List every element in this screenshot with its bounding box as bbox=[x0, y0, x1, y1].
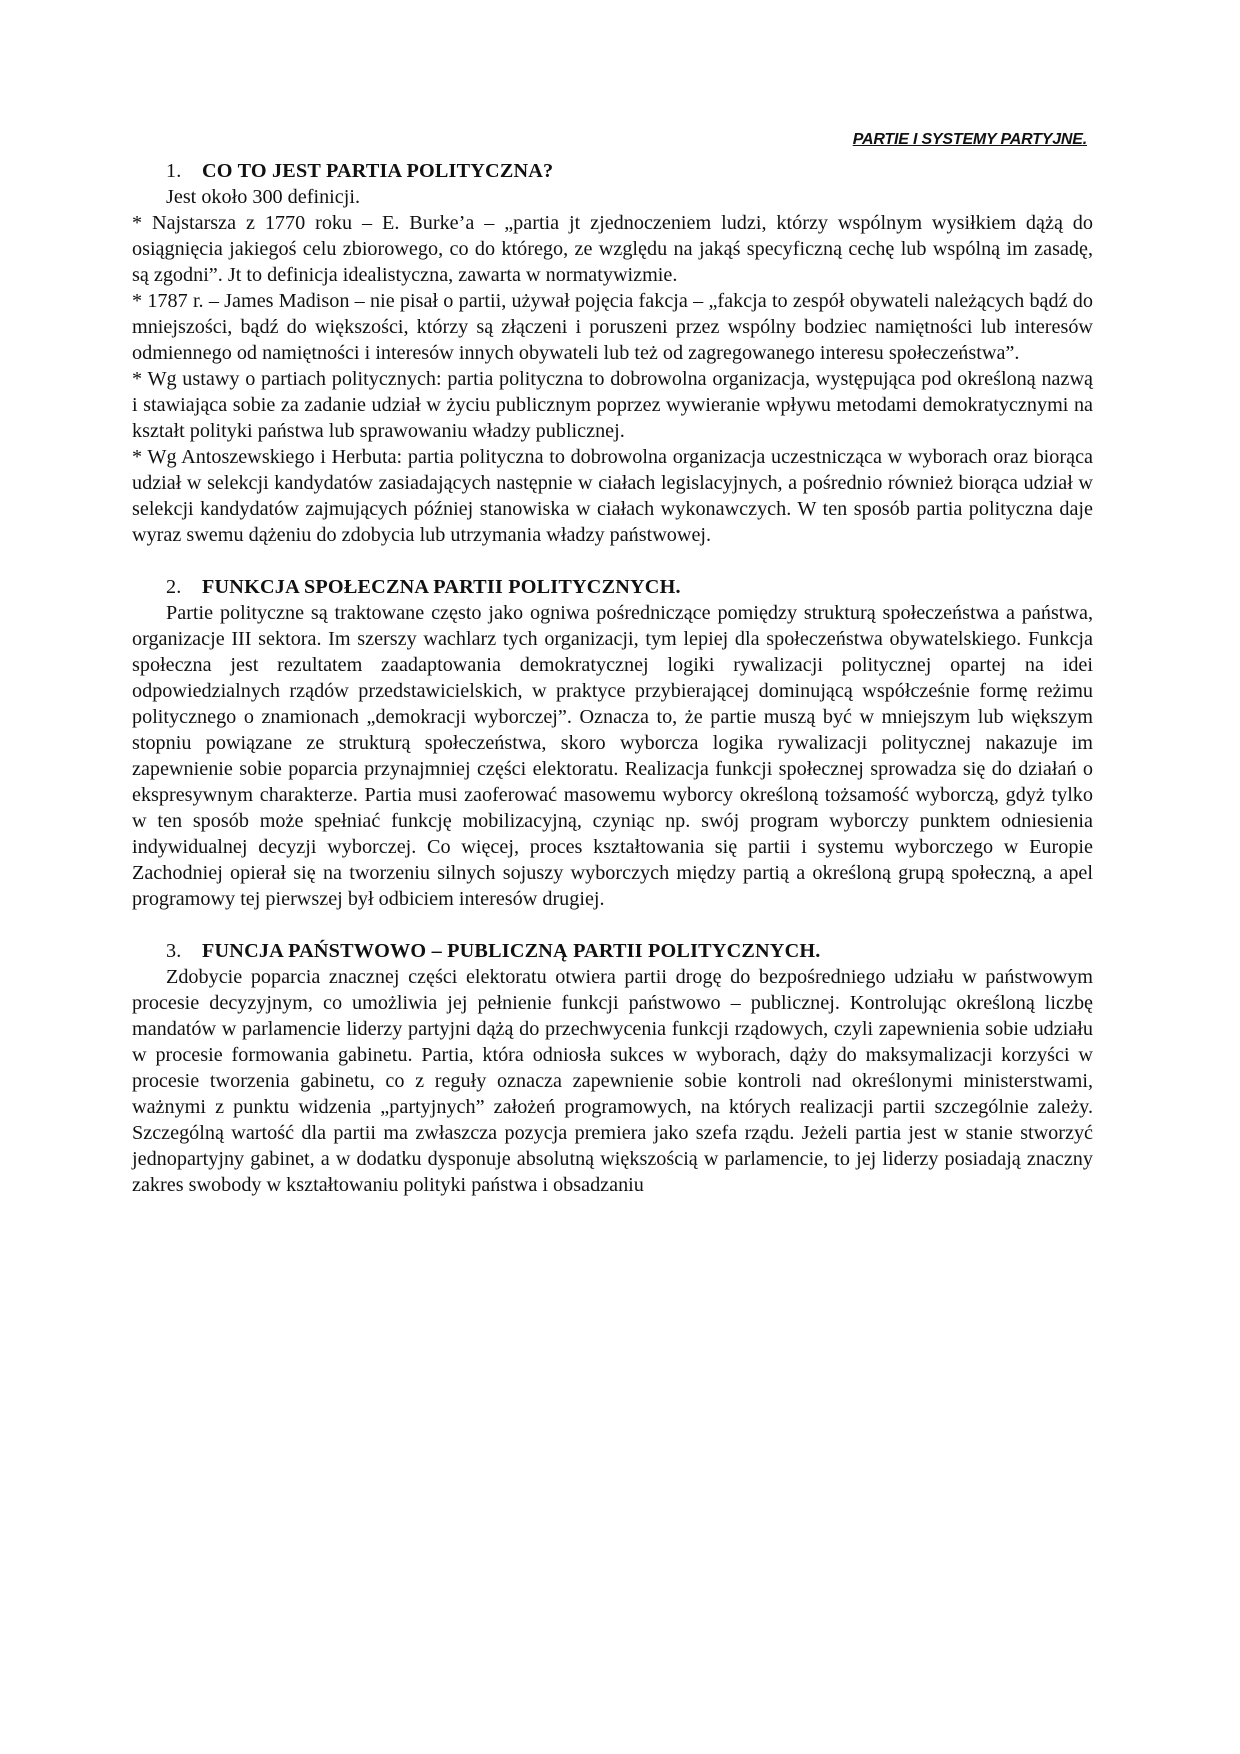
section-heading bbox=[148, 158, 1093, 184]
section-2 bbox=[132, 574, 1093, 912]
document-body bbox=[132, 158, 1093, 1198]
section-title: FUNKCJA SPOŁECZNA PARTII POLITYCZNYCH. bbox=[202, 576, 681, 598]
section-1 bbox=[132, 158, 1093, 548]
paragraph: * Najstarsza z 1770 roku – E. Burke’a – „partia jt zjednoczeniem ludzi, którzy wspólnym wysiłkiem dążą do osiągnięcia jakiegoś celu zbiorowego, co do którego, ze względu na jakąś specyficzną cechę lub wspólną im zasadę, są zgodni”. Jt to definicja idealistyczna, zawarta w normatywizmie. bbox=[132, 212, 1093, 286]
paragraph: * Wg Antoszewskiego i Herbuta: partia polityczna to dobrowolna organizacja uczestnicząca w wyborach oraz biorąca udział w selekcji kandydatów zasiadających następnie w ciałach legislacyjnych, a pośrednio również biorąca udział w selekcji kandydatów zajmujących później stanowiska w ciałach wykonawczych. W ten sposób partia polityczna daje wyraz swemu dążeniu do zdobycia lub utrzymania władzy państwowej. bbox=[132, 446, 1093, 546]
paragraph: * 1787 r. – James Madison – nie pisał o partii, używał pojęcia fakcja – „fakcja to zespół obywateli należących bądź do mniejszości, bądź do większości, którzy są złączeni i poruszeni przez wspólny bodziec namiętności lub interesów odmiennego od namiętności i interesów innych obywateli lub też od zagregowanego interesu społeczeństwa”. bbox=[132, 290, 1093, 364]
section-heading bbox=[148, 574, 1093, 600]
paragraph: * Wg ustawy o partiach politycznych: partia polityczna to dobrowolna organizacja, występująca pod określoną nazwą i stawiająca sobie za zadanie udział w życiu publicznym poprzez wywieranie wpływu metodami demokratycznymi na kształt polityki państwa lub sprawowaniu władzy publicznej. bbox=[132, 368, 1093, 442]
section-heading bbox=[148, 938, 1093, 964]
spacer bbox=[148, 548, 1093, 574]
paragraph: Jest około 300 definicji. bbox=[166, 186, 360, 208]
document-header-title: PARTIE I SYSTEMY PARTYJNE. bbox=[852, 131, 1087, 148]
section-number: 1. bbox=[166, 160, 182, 182]
section-number: 3. bbox=[166, 940, 182, 962]
section-title: CO TO JEST PARTIA POLITYCZNA? bbox=[202, 160, 554, 182]
section-title: FUNCJA PAŃSTWOWO – PUBLICZNĄ PARTII POLITYCZNYCH. bbox=[202, 940, 821, 962]
paragraph: Partie polityczne są traktowane często jako ogniwa pośredniczące pomiędzy strukturą społeczeństwa a państwa, organizacje III sektora. Im szerszy wachlarz tych organizacji, tym lepiej dla społeczeństwa obywatelskiego. Funkcja społeczna jest rezultatem zaadaptowania demokratycznej logiki rywalizacji politycznej opartej na idei odpowiedzialnych rządów przedstawicielskich, w praktyce przybierającej dominującą współcześnie formę reżimu politycznego o znamionach „demokracji wyborczej”. Oznacza to, że partie muszą być w mniejszym lub większym stopniu powiązane ze strukturą społeczeństwa, skoro wyborcza logika rywalizacji politycznej nakazuje im zapewnienie sobie poparcia przynajmniej części elektoratu. Realizacja funkcji społecznej sprowadza się do działań o ekspresywnym charakterze. Partia musi zaoferować masowemu wyborcy określoną tożsamość wyborczą, gdyż tylko w ten sposób może spełniać funkcję mobilizacyjną, czyniąc np. swój program wyborczy punktem odniesienia indywidualnej decyzji wyborczej. Co więcej, proces kształtowania się partii i systemu wyborczego w Europie Zachodniej opierał się na tworzeniu silnych sojuszy wyborczych między partią a określoną grupą społeczną, a apel programowy tej pierwszej był odbiciem interesów drugiej. bbox=[132, 602, 1093, 910]
spacer bbox=[148, 912, 1093, 938]
section-3 bbox=[132, 938, 1093, 1198]
paragraph: Zdobycie poparcia znacznej części elektoratu otwiera partii drogę do bezpośredniego udziału w państwowym procesie decyzyjnym, co umożliwia jej pełnienie funkcji państwowo – publicznej. Kontrolując określoną liczbę mandatów w parlamencie liderzy partyjni dążą do przechwycenia funkcji rządowych, czyli zapewnienia sobie udziału w procesie formowania gabinetu. Partia, która odniosła sukces w wyborach, dąży do maksymalizacji korzyści w procesie tworzenia gabinetu, co z reguły oznacza zapewnienie sobie kontroli nad określonymi ministerstwami, ważnymi z punktu widzenia „partyjnych” założeń programowych, na których realizacji partii szczególnie zależy. Szczególną wartość dla partii ma zwłaszcza pozycja premiera jako szefa rządu. Jeżeli partia jest w stanie stworzyć jednopartyjny gabinet, a w dodatku dysponuje absolutną większością w parlamencie, to jej liderzy posiadają znaczny zakres swobody w kształtowaniu polityki państwa i obsadzaniu bbox=[132, 966, 1093, 1196]
section-number: 2. bbox=[166, 576, 182, 598]
